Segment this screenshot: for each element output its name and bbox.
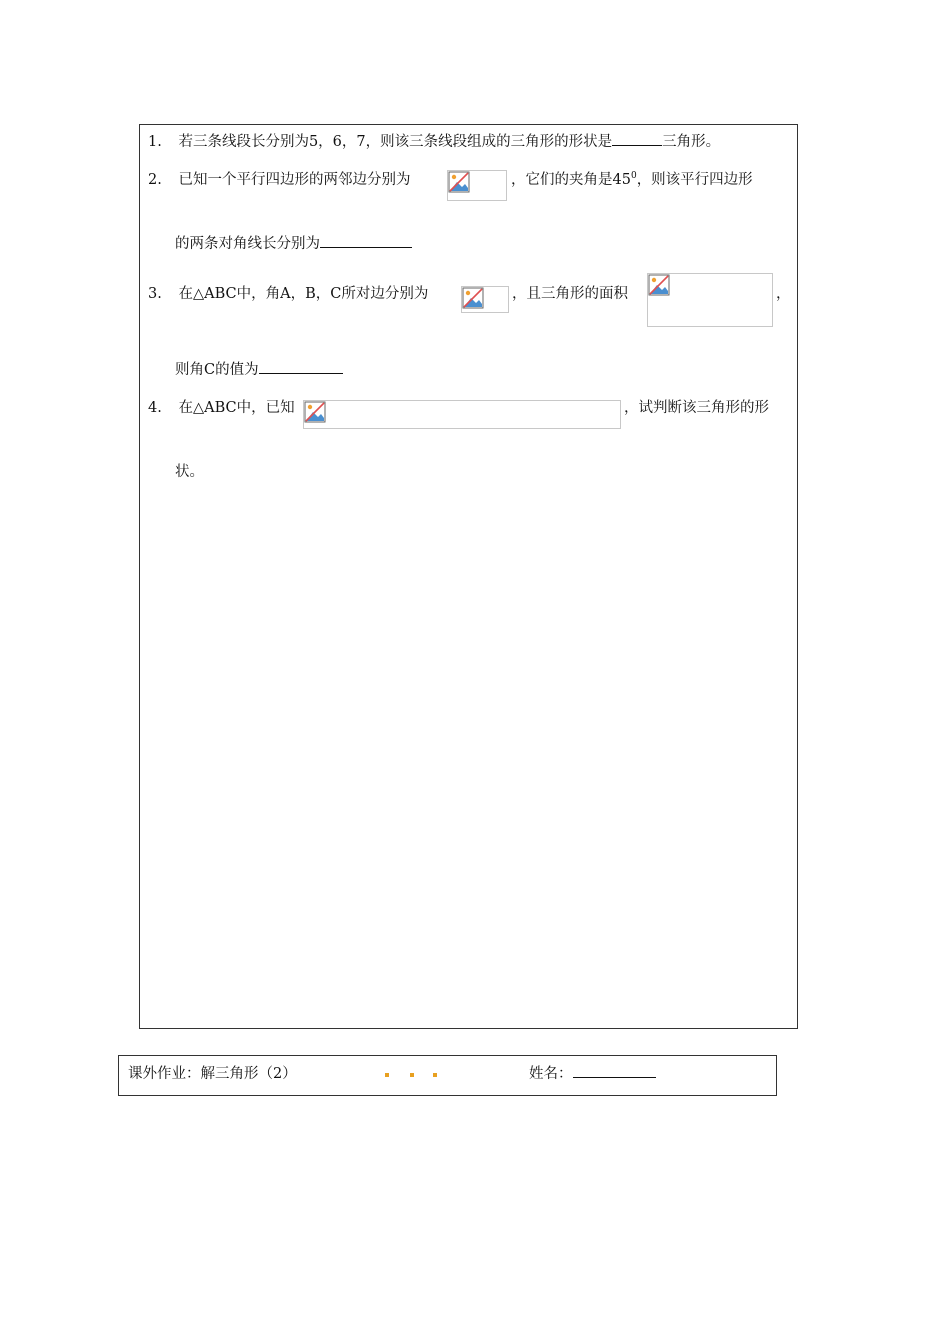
question-2-line-2 bbox=[175, 232, 412, 253]
question-text: 若三条线段长分别为5，6，7，则该三条线段组成的三角形的形状是 bbox=[178, 134, 613, 150]
question-number: 1. bbox=[148, 134, 162, 150]
question-text: 状。 bbox=[175, 464, 204, 480]
question-3-line-1 bbox=[148, 282, 428, 303]
question-text: 在△ABC中，已知 bbox=[178, 400, 295, 416]
broken-image-icon bbox=[462, 287, 484, 309]
question-2-line-1 bbox=[148, 168, 410, 189]
formula-image bbox=[447, 170, 507, 201]
broken-image-icon bbox=[304, 401, 326, 423]
question-number: 2. bbox=[148, 172, 162, 188]
name-blank[interactable] bbox=[573, 1063, 656, 1078]
broken-image-icon bbox=[648, 274, 670, 296]
question-4-line-1-end: ，试判断该三角形的形 bbox=[624, 400, 769, 416]
question-text: 则角C的值为 bbox=[175, 362, 259, 378]
answer-blank[interactable] bbox=[259, 359, 343, 374]
question-3-line-2 bbox=[175, 358, 343, 379]
question-text: 三角形。 bbox=[662, 134, 721, 150]
answer-blank[interactable] bbox=[612, 131, 662, 146]
formula-image bbox=[303, 400, 621, 429]
name-label: 姓名： bbox=[529, 1066, 573, 1082]
worksheet-box bbox=[139, 124, 798, 1029]
decorative-dot bbox=[410, 1073, 414, 1077]
question-4-line-1 bbox=[148, 396, 295, 417]
question-1 bbox=[148, 130, 720, 151]
question-4-line-2 bbox=[175, 460, 204, 481]
question-text: 在△ABC中，角A，B，C所对边分别为 bbox=[178, 286, 429, 302]
decorative-dot bbox=[385, 1073, 389, 1077]
decorative-dot bbox=[433, 1073, 437, 1077]
student-name-field bbox=[529, 1062, 656, 1083]
formula-image bbox=[647, 273, 773, 327]
question-text: 的两条对角线长分别为 bbox=[175, 236, 320, 252]
homework-title: 课外作业：解三角形（2） bbox=[128, 1066, 297, 1082]
question-text: 已知一个平行四边形的两邻边分别为 bbox=[178, 172, 411, 188]
question-2-line-1-end: ，它们的夹角是$45^0$，则该平行四边形 bbox=[511, 171, 753, 188]
question-3-line-1-middle: ，且三角形的面积 bbox=[512, 286, 628, 302]
question-number: 4. bbox=[148, 400, 162, 416]
question-number: 3. bbox=[148, 286, 162, 302]
answer-blank[interactable] bbox=[320, 233, 412, 248]
formula-image bbox=[461, 286, 509, 313]
broken-image-icon bbox=[448, 171, 470, 193]
question-3-line-1-end: ， bbox=[776, 286, 791, 302]
